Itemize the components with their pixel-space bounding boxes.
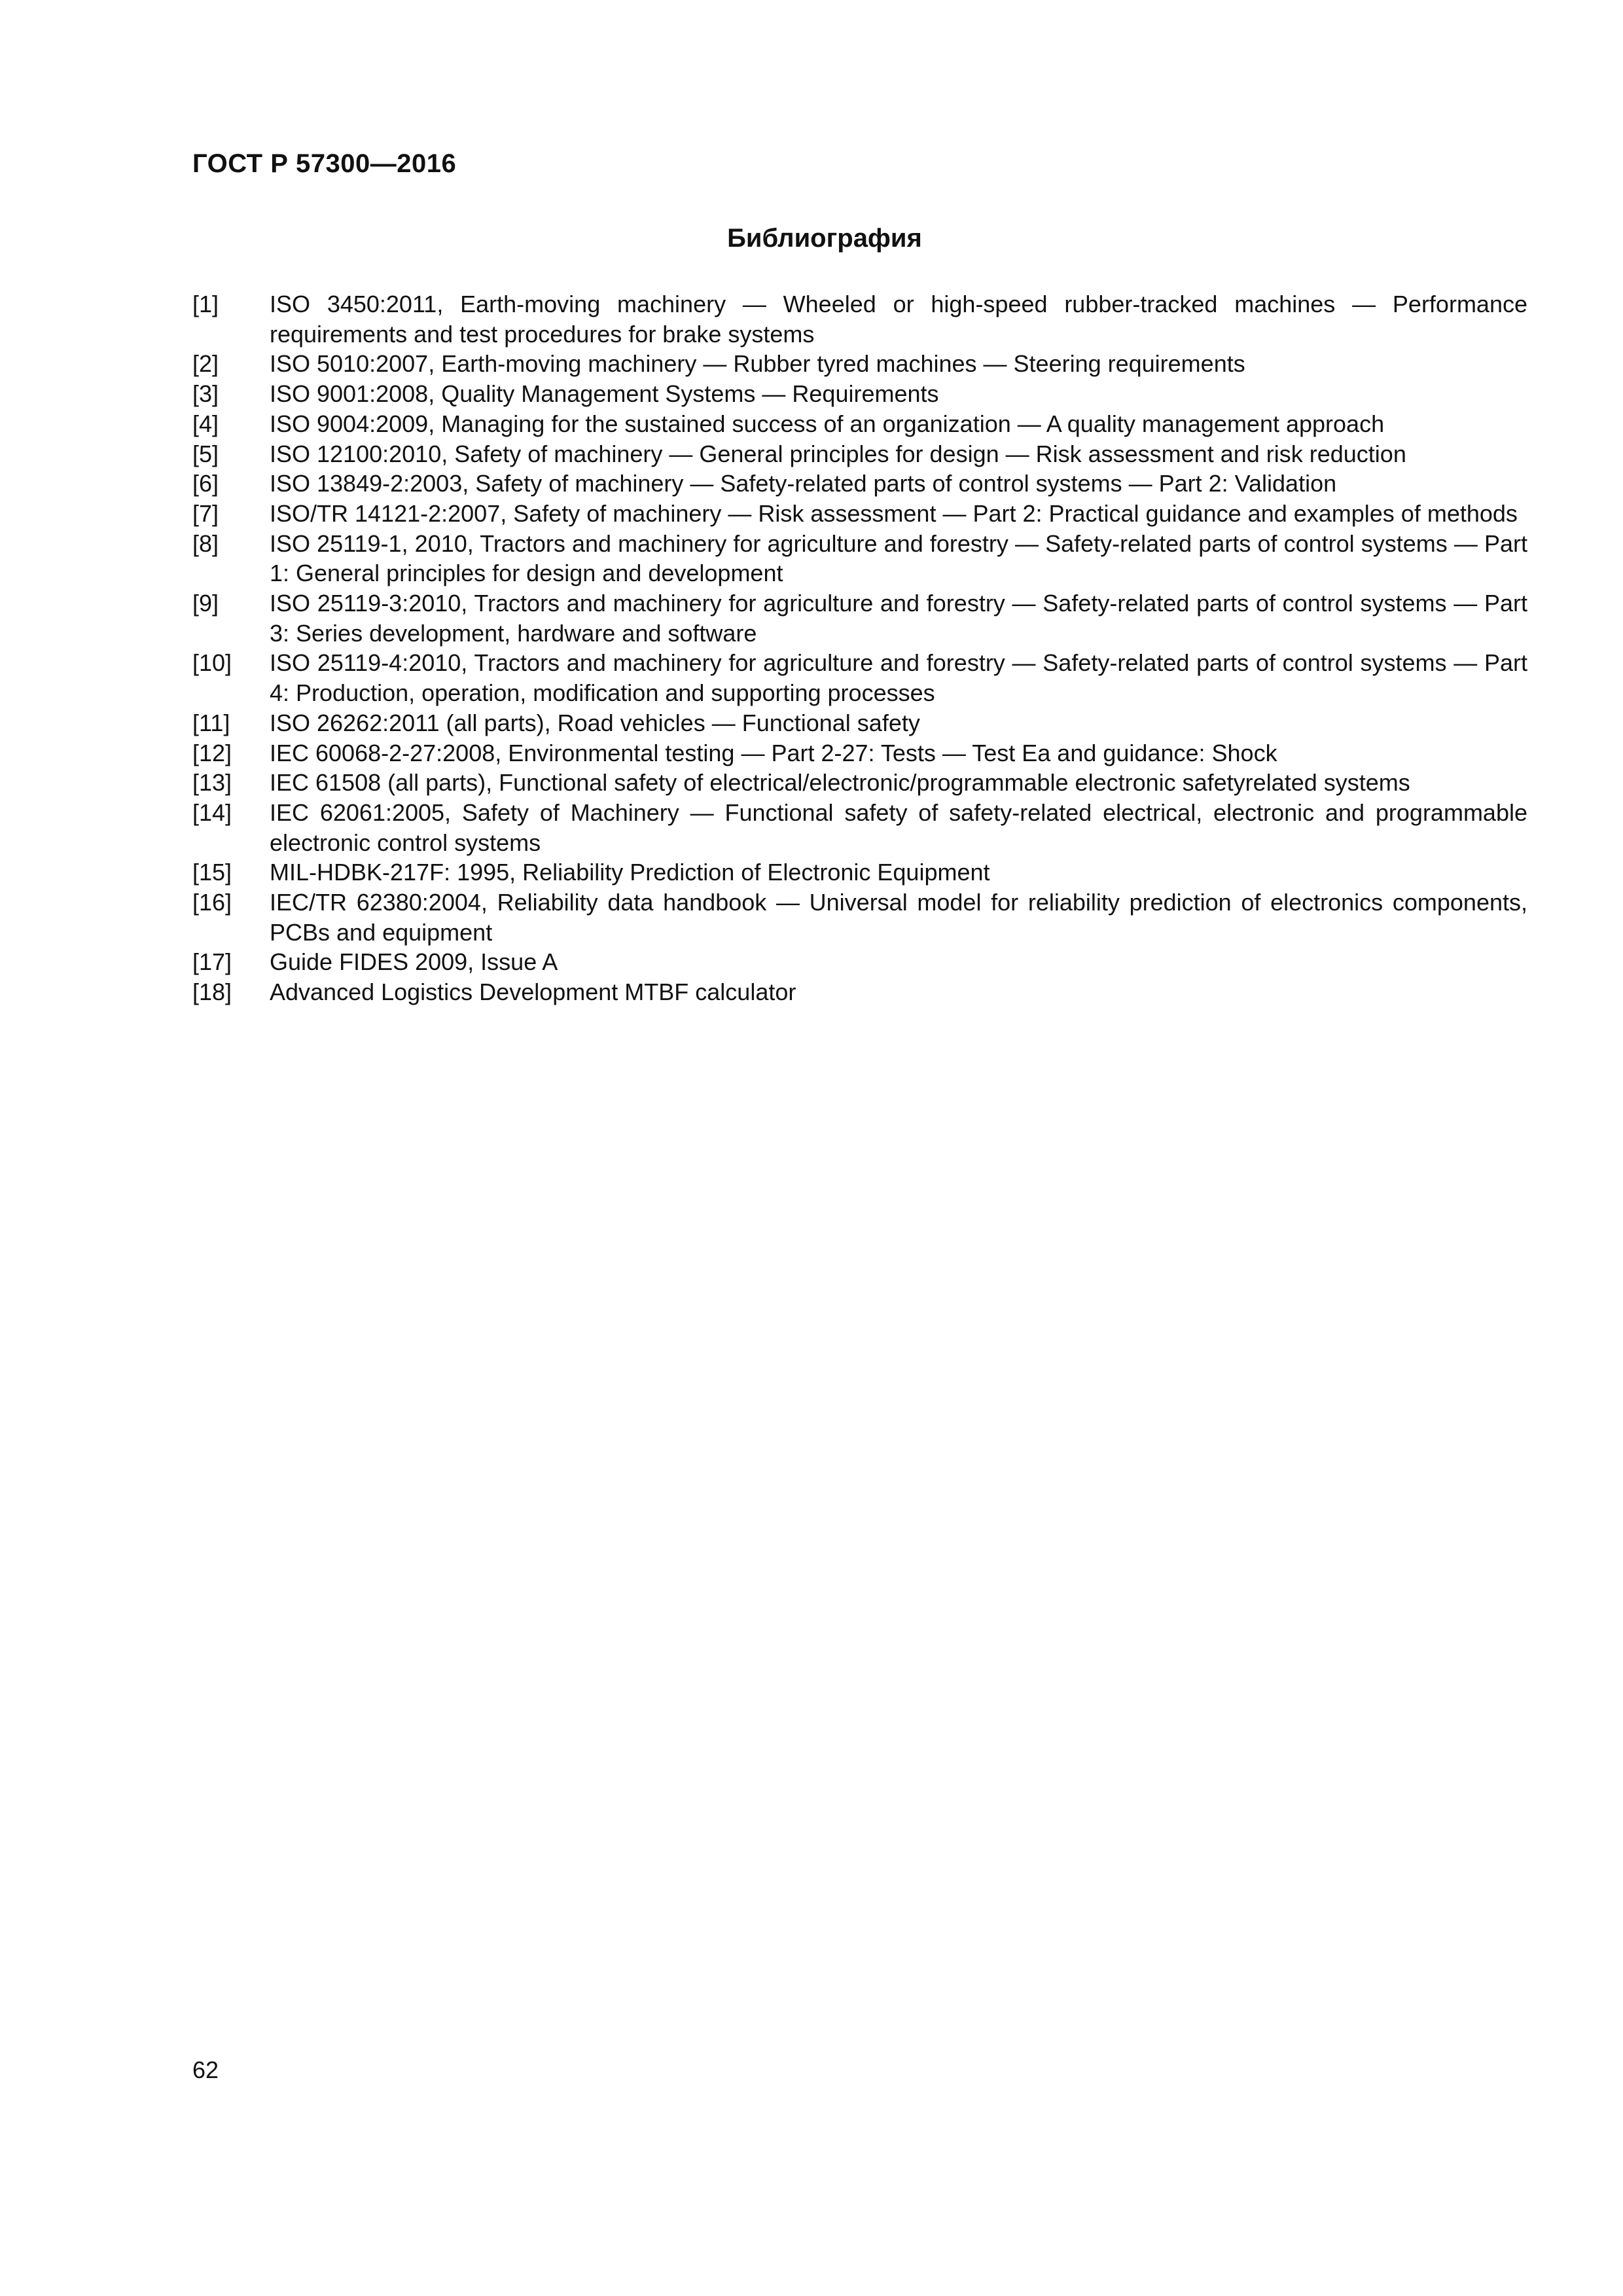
bibliography-item-number: [10] — [192, 649, 232, 677]
bibliography-title: Библиография — [727, 224, 922, 253]
bibliography-item — [192, 798, 1527, 857]
bibliography-list — [192, 289, 1527, 1007]
bibliography-item-text: ISO 26262:2011 (all parts), Road vehicles — Functional safety — [270, 709, 920, 736]
page-number: 62 — [192, 2056, 219, 2083]
bibliography-item — [192, 648, 1527, 708]
bibliography-item — [192, 768, 1527, 798]
bibliography-item — [192, 529, 1527, 588]
bibliography-item — [192, 977, 1527, 1007]
bibliography-item-text: MIL-HDBK-217F: 1995, Reliability Prediction of Electronic Equipment — [270, 859, 990, 886]
bibliography-item-text: ISO 13849-2:2003, Safety of machinery — Safety-related parts of control systems — Part 2: Validation — [270, 470, 1337, 497]
bibliography-item-number: [2] — [192, 350, 219, 378]
bibliography-item-text: ISO 9004:2009, Managing for the sustained success of an organization — A quality management approach — [270, 410, 1385, 437]
bibliography-item-number: [6] — [192, 470, 219, 497]
bibliography-item-text: IEC 60068-2-27:2008, Environmental testing — Part 2-27: Tests — Test Ea and guidance: Shock — [270, 739, 1277, 766]
bibliography-item — [192, 588, 1527, 648]
bibliography-item-number: [14] — [192, 798, 232, 826]
bibliography-item-number: [3] — [192, 380, 219, 408]
bibliography-item-number: [12] — [192, 739, 232, 766]
bibliography-item-number: [7] — [192, 499, 219, 527]
bibliography-item-text: IEC/TR 62380:2004, Reliability data handbook — Universal model for reliability prediction of electronics components, PCBs and equipment — [270, 889, 1527, 946]
bibliography-item-text: ISO 25119-3:2010, Tractors and machinery for agriculture and forestry — Safety-related parts of control systems — Part 3: Series development, hardware and software — [270, 590, 1527, 647]
bibliography-item — [192, 439, 1527, 469]
bibliography-item — [192, 409, 1527, 439]
bibliography-item-number: [17] — [192, 948, 232, 976]
bibliography-item — [192, 379, 1527, 409]
bibliography-item — [192, 349, 1527, 379]
bibliography-item — [192, 289, 1527, 349]
bibliography-item-text: ISO 25119-4:2010, Tractors and machinery for agriculture and forestry — Safety-related parts of control systems — Part 4: Production, operation, modification and supporting processes — [270, 649, 1527, 707]
bibliography-item-text: ISO/TR 14121-2:2007, Safety of machinery — Risk assessment — Part 2: Practical guidance and examples of methods — [270, 499, 1518, 527]
bibliography-item-text: Advanced Logistics Development MTBF calculator — [270, 978, 796, 1006]
bibliography-item-number: [1] — [192, 291, 219, 317]
bibliography-item — [192, 738, 1527, 768]
bibliography-item-number: [5] — [192, 440, 219, 467]
bibliography-item — [192, 857, 1527, 888]
bibliography-item-text: IEC 62061:2005, Safety of Machinery — Functional safety of safety-related electrical, electronic and programmable electronic control systems — [270, 798, 1527, 856]
bibliography-item-number: [16] — [192, 889, 232, 916]
bibliography-item — [192, 708, 1527, 738]
bibliography-item-number: [13] — [192, 769, 232, 797]
bibliography-item-text: ISO 25119-1, 2010, Tractors and machinery for agriculture and forestry — Safety-related parts of control systems — Part 1: General principles for design and development — [270, 529, 1527, 587]
bibliography-item-number: [15] — [192, 859, 232, 886]
bibliography-item-text: Guide FIDES 2009, Issue A — [270, 948, 558, 976]
bibliography-item-text: ISO 5010:2007, Earth-moving machinery — Rubber tyred machines — Steering requirements — [270, 350, 1245, 378]
bibliography-item-number: [9] — [192, 590, 219, 617]
bibliography-item-text: ISO 12100:2010, Safety of machinery — General principles for design — Risk assessment and risk reduction — [270, 440, 1406, 467]
bibliography-item-number: [11] — [192, 709, 230, 736]
document-header-code: ГОСТ Р 57300—2016 — [192, 149, 457, 178]
bibliography-item — [192, 947, 1527, 977]
bibliography-item — [192, 469, 1527, 499]
bibliography-item-number: [18] — [192, 978, 232, 1006]
bibliography-item — [192, 888, 1527, 947]
bibliography-item-number: [8] — [192, 529, 219, 557]
bibliography-item-number: [4] — [192, 410, 219, 437]
bibliography-item — [192, 499, 1527, 529]
bibliography-item-text: ISO 3450:2011, Earth-moving machinery — Wheeled or high-speed rubber-tracked machines — Performance requirements and test procedures for brake systems — [270, 291, 1527, 348]
bibliography-item-text: ISO 9001:2008, Quality Management Systems — Requirements — [270, 380, 939, 408]
bibliography-item-text: IEC 61508 (all parts), Functional safety of electrical/electronic/programmable electronic safetyrelated systems — [270, 769, 1410, 797]
